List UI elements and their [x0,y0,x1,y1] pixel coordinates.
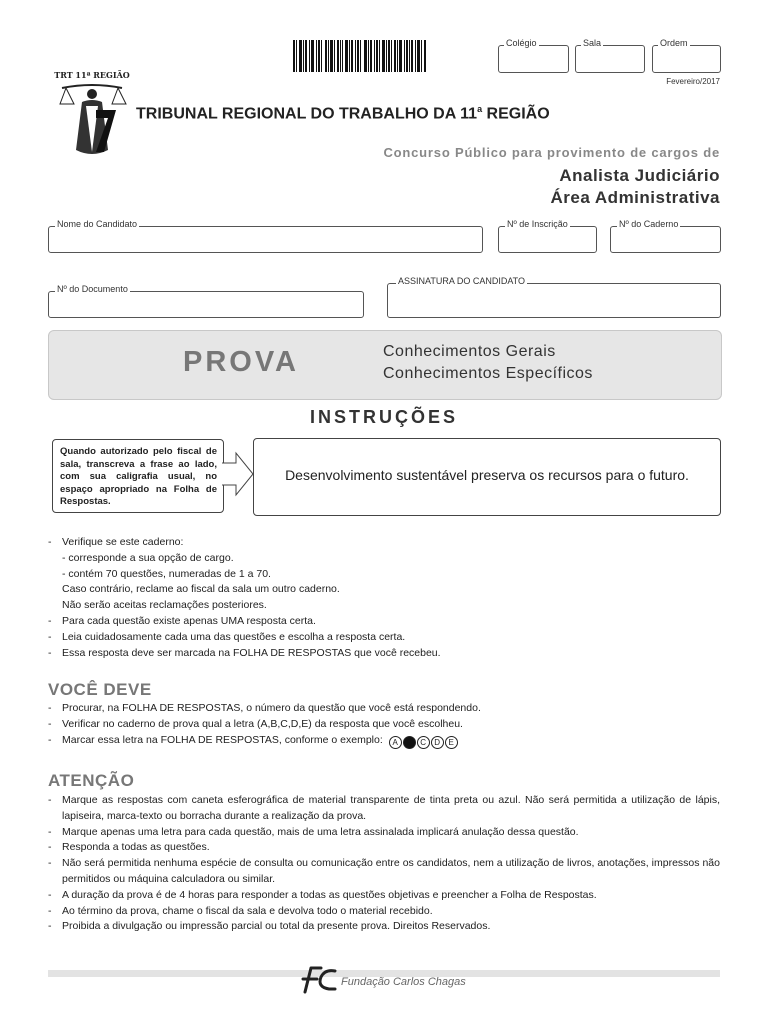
logo-caption: TRT 11ª REGIÃO [54,70,130,80]
option-c-icon: C [417,736,430,749]
inscricao-field[interactable] [498,219,597,253]
documento-label: Nº do Documento [57,284,128,294]
atencao-list [48,793,720,935]
ordem-field[interactable] [652,38,721,73]
voce-deve-title: VOCÊ DEVE [48,680,152,699]
caderno-field[interactable] [610,219,721,253]
phrase-box [253,438,721,516]
cargo-title: Analista Judiciário [559,166,720,185]
list-item: Caso contrário, reclame ao fiscal da sala um outro caderno. [62,583,340,596]
list-item: - Proibida a divulgação ou impressão parcial ou total da presente prova. Direitos Reservados. [48,919,720,935]
list-item: - Para cada questão existe apenas UMA resposta certa. [48,614,720,630]
exam-date: Fevereiro/2017 [666,77,720,86]
phrase-text: Desenvolvimento sustentável preserva os recursos para o futuro. [285,467,689,483]
list-item: - Responda a todas as questões. [48,840,720,856]
list-item: - Marque as respostas com caneta esferográfica de material transparente de tinta preta ou azul. Não será permitida a utilização de lápis, lapiseira, marca-texto ou borracha durante a realização da prova. [48,793,720,825]
inscricao-label: Nº de Inscrição [507,219,568,229]
prova-conhecimentos-gerais: Conhecimentos Gerais [383,343,556,360]
list-item: - A duração da prova é de 4 horas para responder a todas as questões objetivas e preencher a Folha de Respostas. [48,888,720,904]
prova-conhecimentos-especificos: Conhecimentos Específicos [383,365,593,382]
justice-figure-icon [52,80,132,160]
list-item: - Leia cuidadosamente cada uma das questões e escolha a resposta certa. [48,630,720,646]
page-title: TRIBUNAL REGIONAL DO TRABALHO DA 11$^a$ REGIÃO [136,104,550,123]
list-item: - contém 70 questões, numeradas de 1 a 70. [62,567,271,580]
list-item: - corresponde a sua opção de cargo. [62,551,234,564]
instrucoes-title: INSTRUÇÕES [309,407,458,427]
transcription-callout [52,439,224,513]
assinatura-label: ASSINATURA DO CANDIDATO [398,276,526,286]
callout-text: Quando autorizado pelo fiscal de sala, transcreva a frase ao lado, com sua caligrafia usual, no espaço apropriado na Folha de Respostas. [60,446,217,507]
option-a-icon: A [389,736,402,749]
ordem-label: Ordem [660,38,688,48]
colegio-field[interactable] [498,38,569,73]
arrow-right-icon [222,451,254,497]
option-d-icon: D [431,736,444,749]
checklist [48,535,720,661]
sala-field[interactable] [575,38,645,73]
footer-org: Fundação Carlos Chagas [341,976,466,988]
atencao-title: ATENÇÃO [48,771,135,790]
assinatura-field[interactable] [387,276,721,318]
option-e-icon: E [445,736,458,749]
answer-example [389,734,459,746]
sala-label: Sala [583,38,602,48]
nome-candidato-label: Nome do Candidato [57,219,138,229]
cargo-area: Área Administrativa [550,188,720,207]
barcode [293,40,493,72]
prova-word: PROVA [183,346,299,378]
caderno-label: Nº do Caderno [619,219,679,229]
colegio-label: Colégio [506,38,537,48]
documento-field[interactable] [48,284,364,318]
list-item: - Verifique se este caderno: [48,535,720,551]
list-item: - Essa resposta deve ser marcada na FOLHA DE RESPOSTAS que você recebeu. [48,646,720,662]
list-item: - Marcar essa letra na FOLHA DE RESPOSTAS, conforme o exemplo: A B C D E [48,733,720,749]
list-item: - Procurar, na FOLHA DE RESPOSTAS, o número da questão que você está respondendo. [48,701,720,717]
nome-candidato-field[interactable] [48,219,483,253]
option-b-filled-icon: B [403,736,416,749]
list-item: - Marque apenas uma letra para cada questão, mais de uma letra assinalada implicará anulação dessa questão. [48,825,720,841]
concurso-subtitle: Concurso Público para provimento de cargos de [383,145,720,160]
list-item: Não serão aceitas reclamações posteriores. [62,599,267,612]
list-item: - Ao término da prova, chame o fiscal da sala e devolva todo o material recebido. [48,904,720,920]
list-item: - Verificar no caderno de prova qual a letra (A,B,C,D,E) da resposta que você escolheu. [48,717,720,733]
trt-logo [52,70,132,160]
fcc-logo-icon [299,965,337,995]
voce-deve-list [48,701,720,749]
list-item: - Não será permitida nenhuma espécie de consulta ou comunicação entre os candidatos, nem a utilização de livros, anotações, impressos não permitidos ou máquina calculadora ou similar. [48,856,720,888]
